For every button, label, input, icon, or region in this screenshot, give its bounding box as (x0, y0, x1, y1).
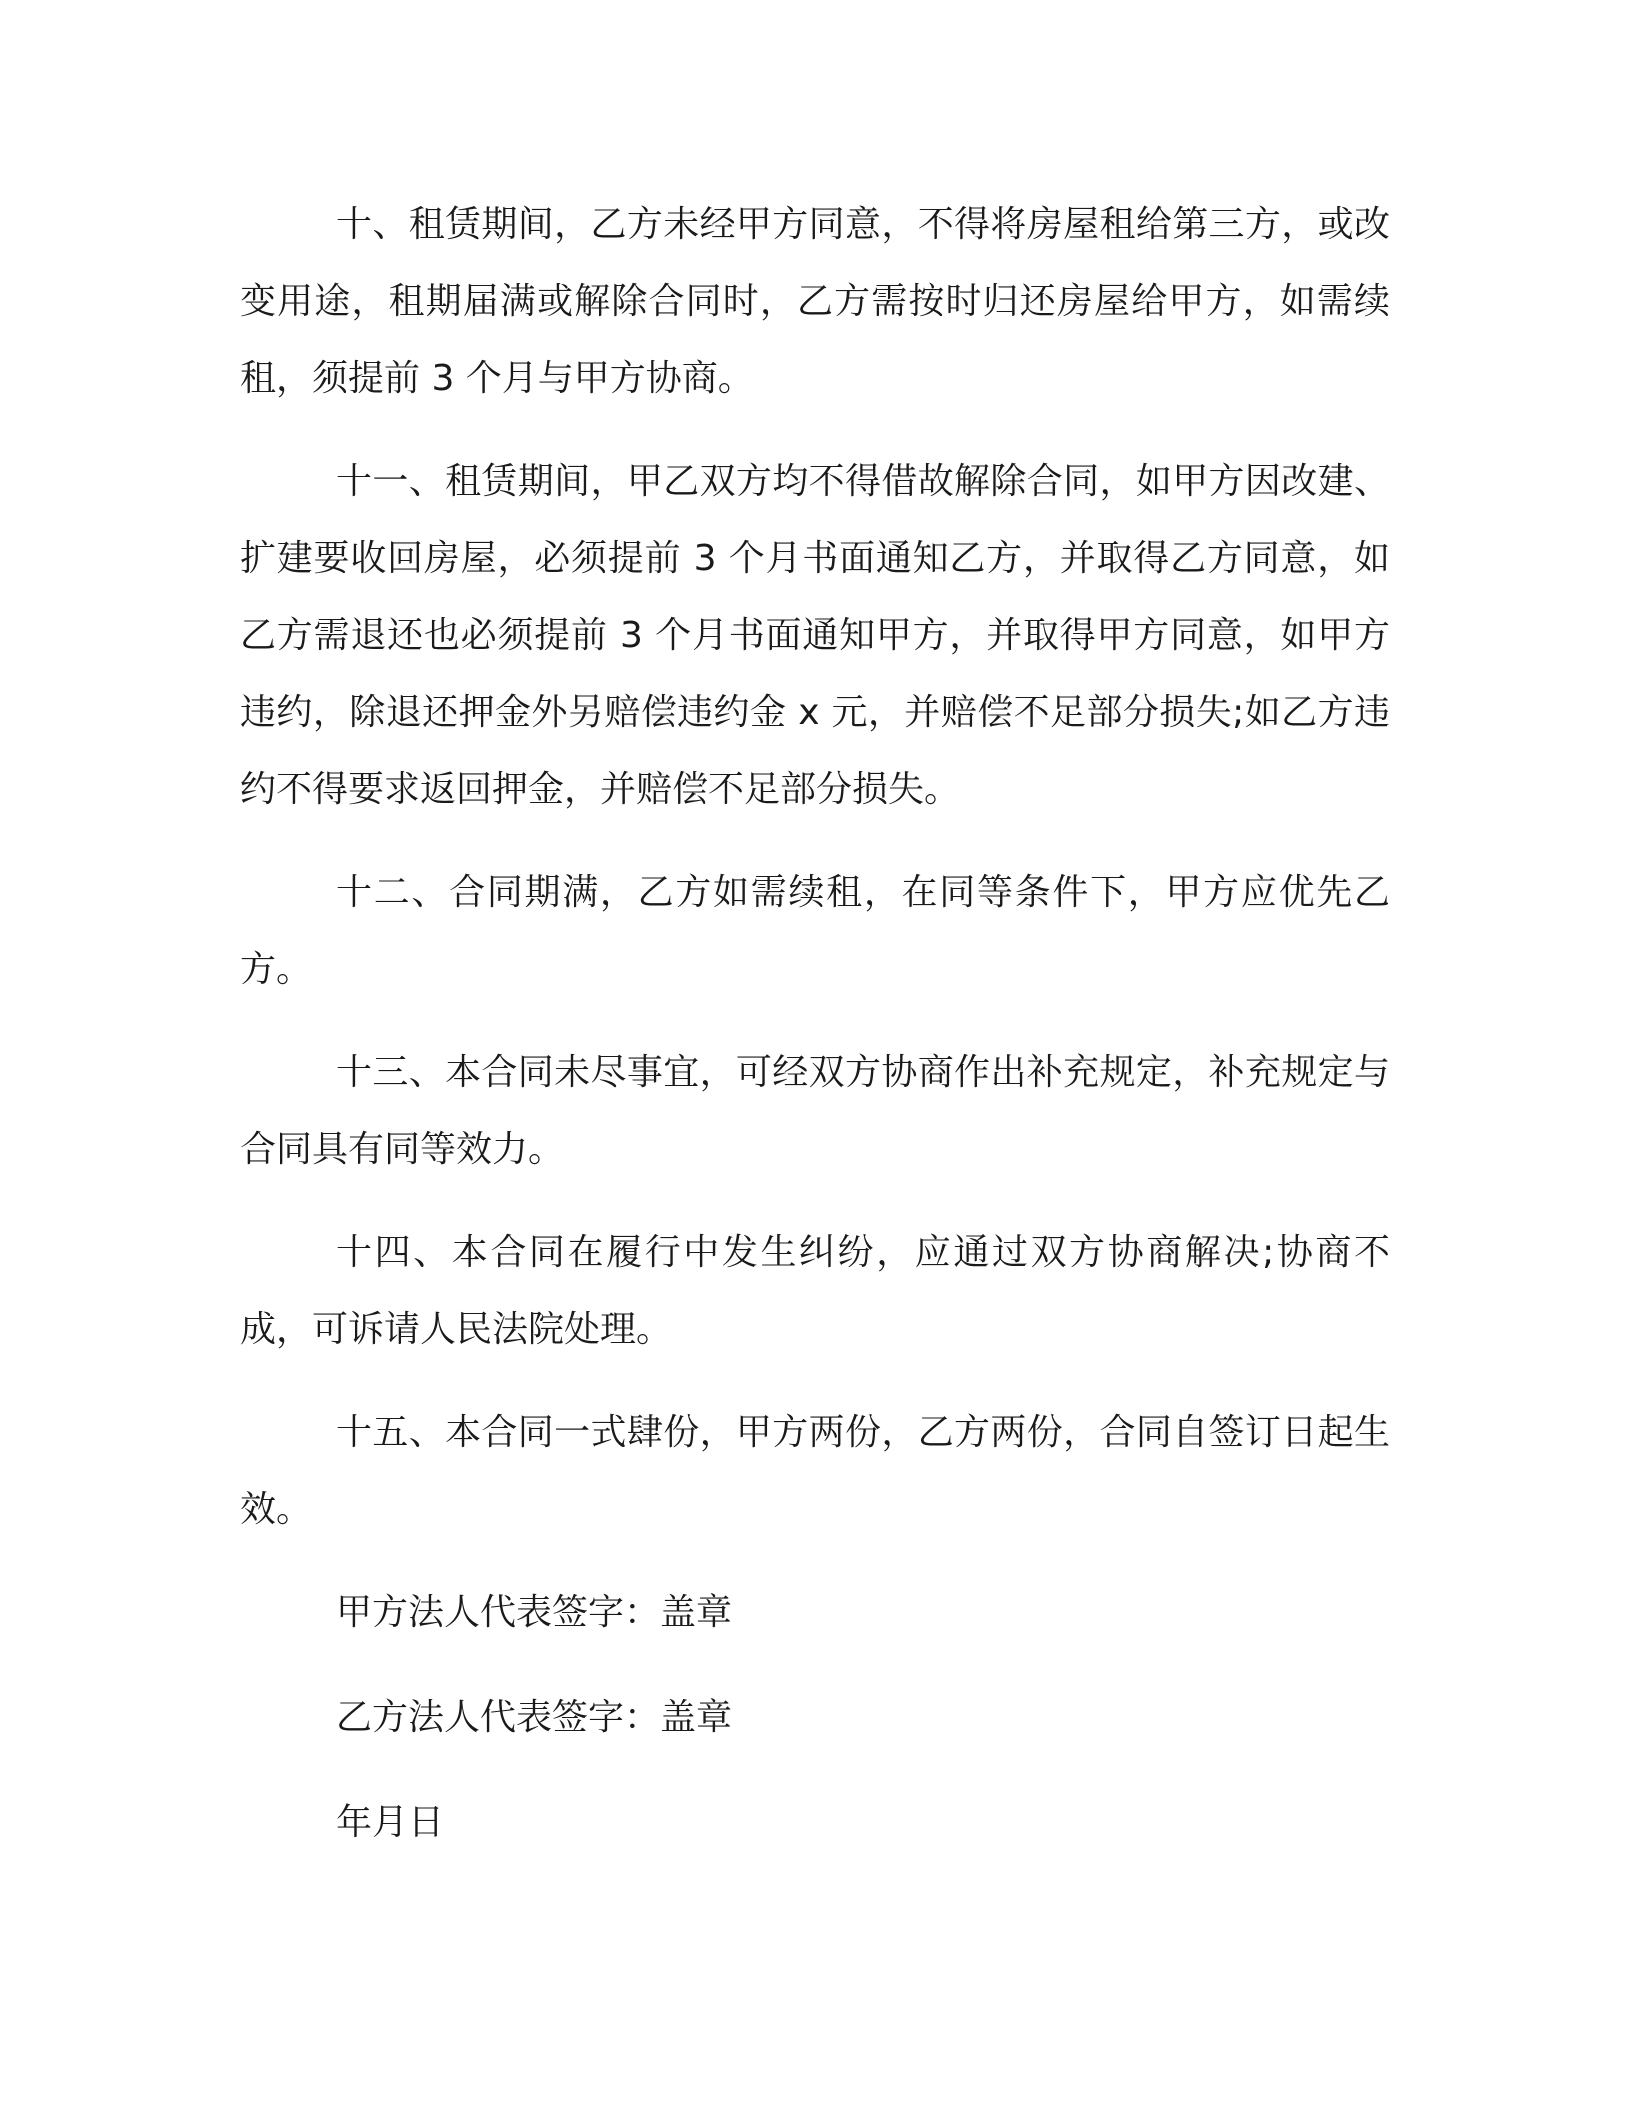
clause-13: 十三、本合同未尽事宜，可经双方协商作出补充规定，补充规定与合同具有同等效力。 (240, 1052, 1390, 1170)
party-a-signature-line: 甲方法人代表签字：盖章 (336, 1592, 733, 1633)
clause-10: 十、租赁期间，乙方未经甲方同意，不得将房屋租给第三方，或改变用途，租期届满或解除合同时，乙方需按时归还房屋给甲方，如需续租，须提前 3 个月与甲方协商。 (240, 204, 1390, 399)
clause-12: 十二、合同期满，乙方如需续租，在同等条件下，甲方应优先乙方。 (240, 872, 1390, 990)
clause-11: 十一、租赁期间，甲乙双方均不得借故解除合同，如甲方因改建、扩建要收回房屋，必须提前 3 个月书面通知乙方，并取得乙方同意，如乙方需退还也必须提前 3 个月书面通知甲方，并取得甲方同意，如甲方违约，除退还押金外另赔偿违约金 x 元，并赔偿不足部分损失;如乙方违约不得要求返回押金，并赔偿不足部分损失。 (240, 461, 1390, 810)
party-b-signature-line: 乙方法人代表签字：盖章 (336, 1697, 733, 1738)
clause-15: 十五、本合同一式肆份，甲方两份，乙方两份，合同自签订日起生效。 (240, 1412, 1390, 1530)
date-line: 年月日 (336, 1802, 445, 1843)
contract-body (240, 186, 1390, 1889)
clause-14: 十四、本合同在履行中发生纠纷，应通过双方协商解决;协商不成，可诉请人民法院处理。 (240, 1232, 1390, 1350)
